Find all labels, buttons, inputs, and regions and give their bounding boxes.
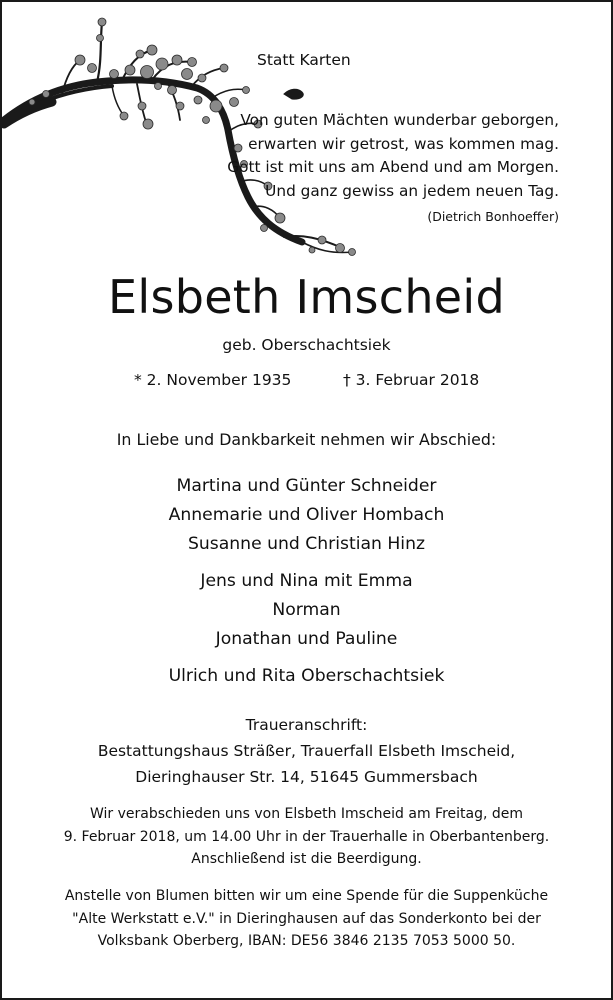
- mourners-group: [2, 472, 611, 559]
- mourner-entry: Susanne und Christian Hinz: [188, 534, 425, 554]
- donation-line: Anstelle von Blumen bitten wir um eine Spende für die Suppenküche: [64, 888, 549, 904]
- mourners-group: [2, 567, 611, 654]
- poem: [227, 109, 559, 203]
- service-line: Anschließend ist die Beerdigung.: [191, 851, 422, 867]
- mourning-address: [2, 712, 611, 790]
- address-line: Dieringhauser Str. 14, 51645 Gummersbach: [135, 768, 478, 786]
- donation-info: [2, 885, 611, 953]
- poem-line: Von guten Mächten wunderbar geborgen,: [240, 111, 559, 129]
- service-line: Wir verabschieden uns von Elsbeth Imscheid am Freitag, dem: [89, 806, 524, 822]
- mourner-entry: Norman: [272, 600, 341, 620]
- donation-line: Volksbank Oberberg, IBAN: DE56 3846 2135 7053 5000 50.: [97, 933, 516, 949]
- mourner-entry: Annemarie und Oliver Hombach: [168, 505, 445, 525]
- mourner-entry: Martina und Günter Schneider: [176, 476, 437, 496]
- mourner-entry: Jonathan und Pauline: [215, 629, 398, 649]
- service-line: 9. Februar 2018, um 14.00 Uhr in der Trauerhalle in Oberbantenberg.: [63, 828, 550, 845]
- death-date: † 3. Februar 2018: [343, 371, 480, 389]
- maiden-name: geb. Oberschachtsiek: [222, 336, 391, 354]
- poem-line: Gott ist mit uns am Abend und am Morgen.: [227, 158, 559, 176]
- service-info: [2, 803, 611, 871]
- farewell-intro: In Liebe und Dankbarkeit nehmen wir Abschied:: [116, 430, 497, 449]
- poem-line: erwarten wir getrost, was kommen mag.: [248, 134, 559, 153]
- mourner-entry: Ulrich und Rita Oberschachtsiek: [168, 666, 445, 686]
- address-line: Bestattungshaus Sträßer, Trauerfall Elsbeth Imscheid,: [97, 742, 516, 760]
- birth-date: * 2. November 1935: [134, 371, 292, 389]
- deceased-name: Elsbeth Imscheid: [108, 270, 505, 324]
- donation-line: "Alte Werkstatt e.V." in Dieringhausen auf das Sonderkonto bei der: [72, 910, 541, 927]
- mourner-entry: Jens und Nina mit Emma: [200, 571, 413, 591]
- poem-author: (Dietrich Bonhoeffer): [427, 209, 559, 224]
- address-label: Traueranschrift:: [245, 716, 368, 734]
- statt-karten-label: Statt Karten: [257, 51, 351, 69]
- poem-line: Und ganz gewiss an jedem neuen Tag.: [265, 181, 559, 200]
- mourners-group: [2, 662, 611, 691]
